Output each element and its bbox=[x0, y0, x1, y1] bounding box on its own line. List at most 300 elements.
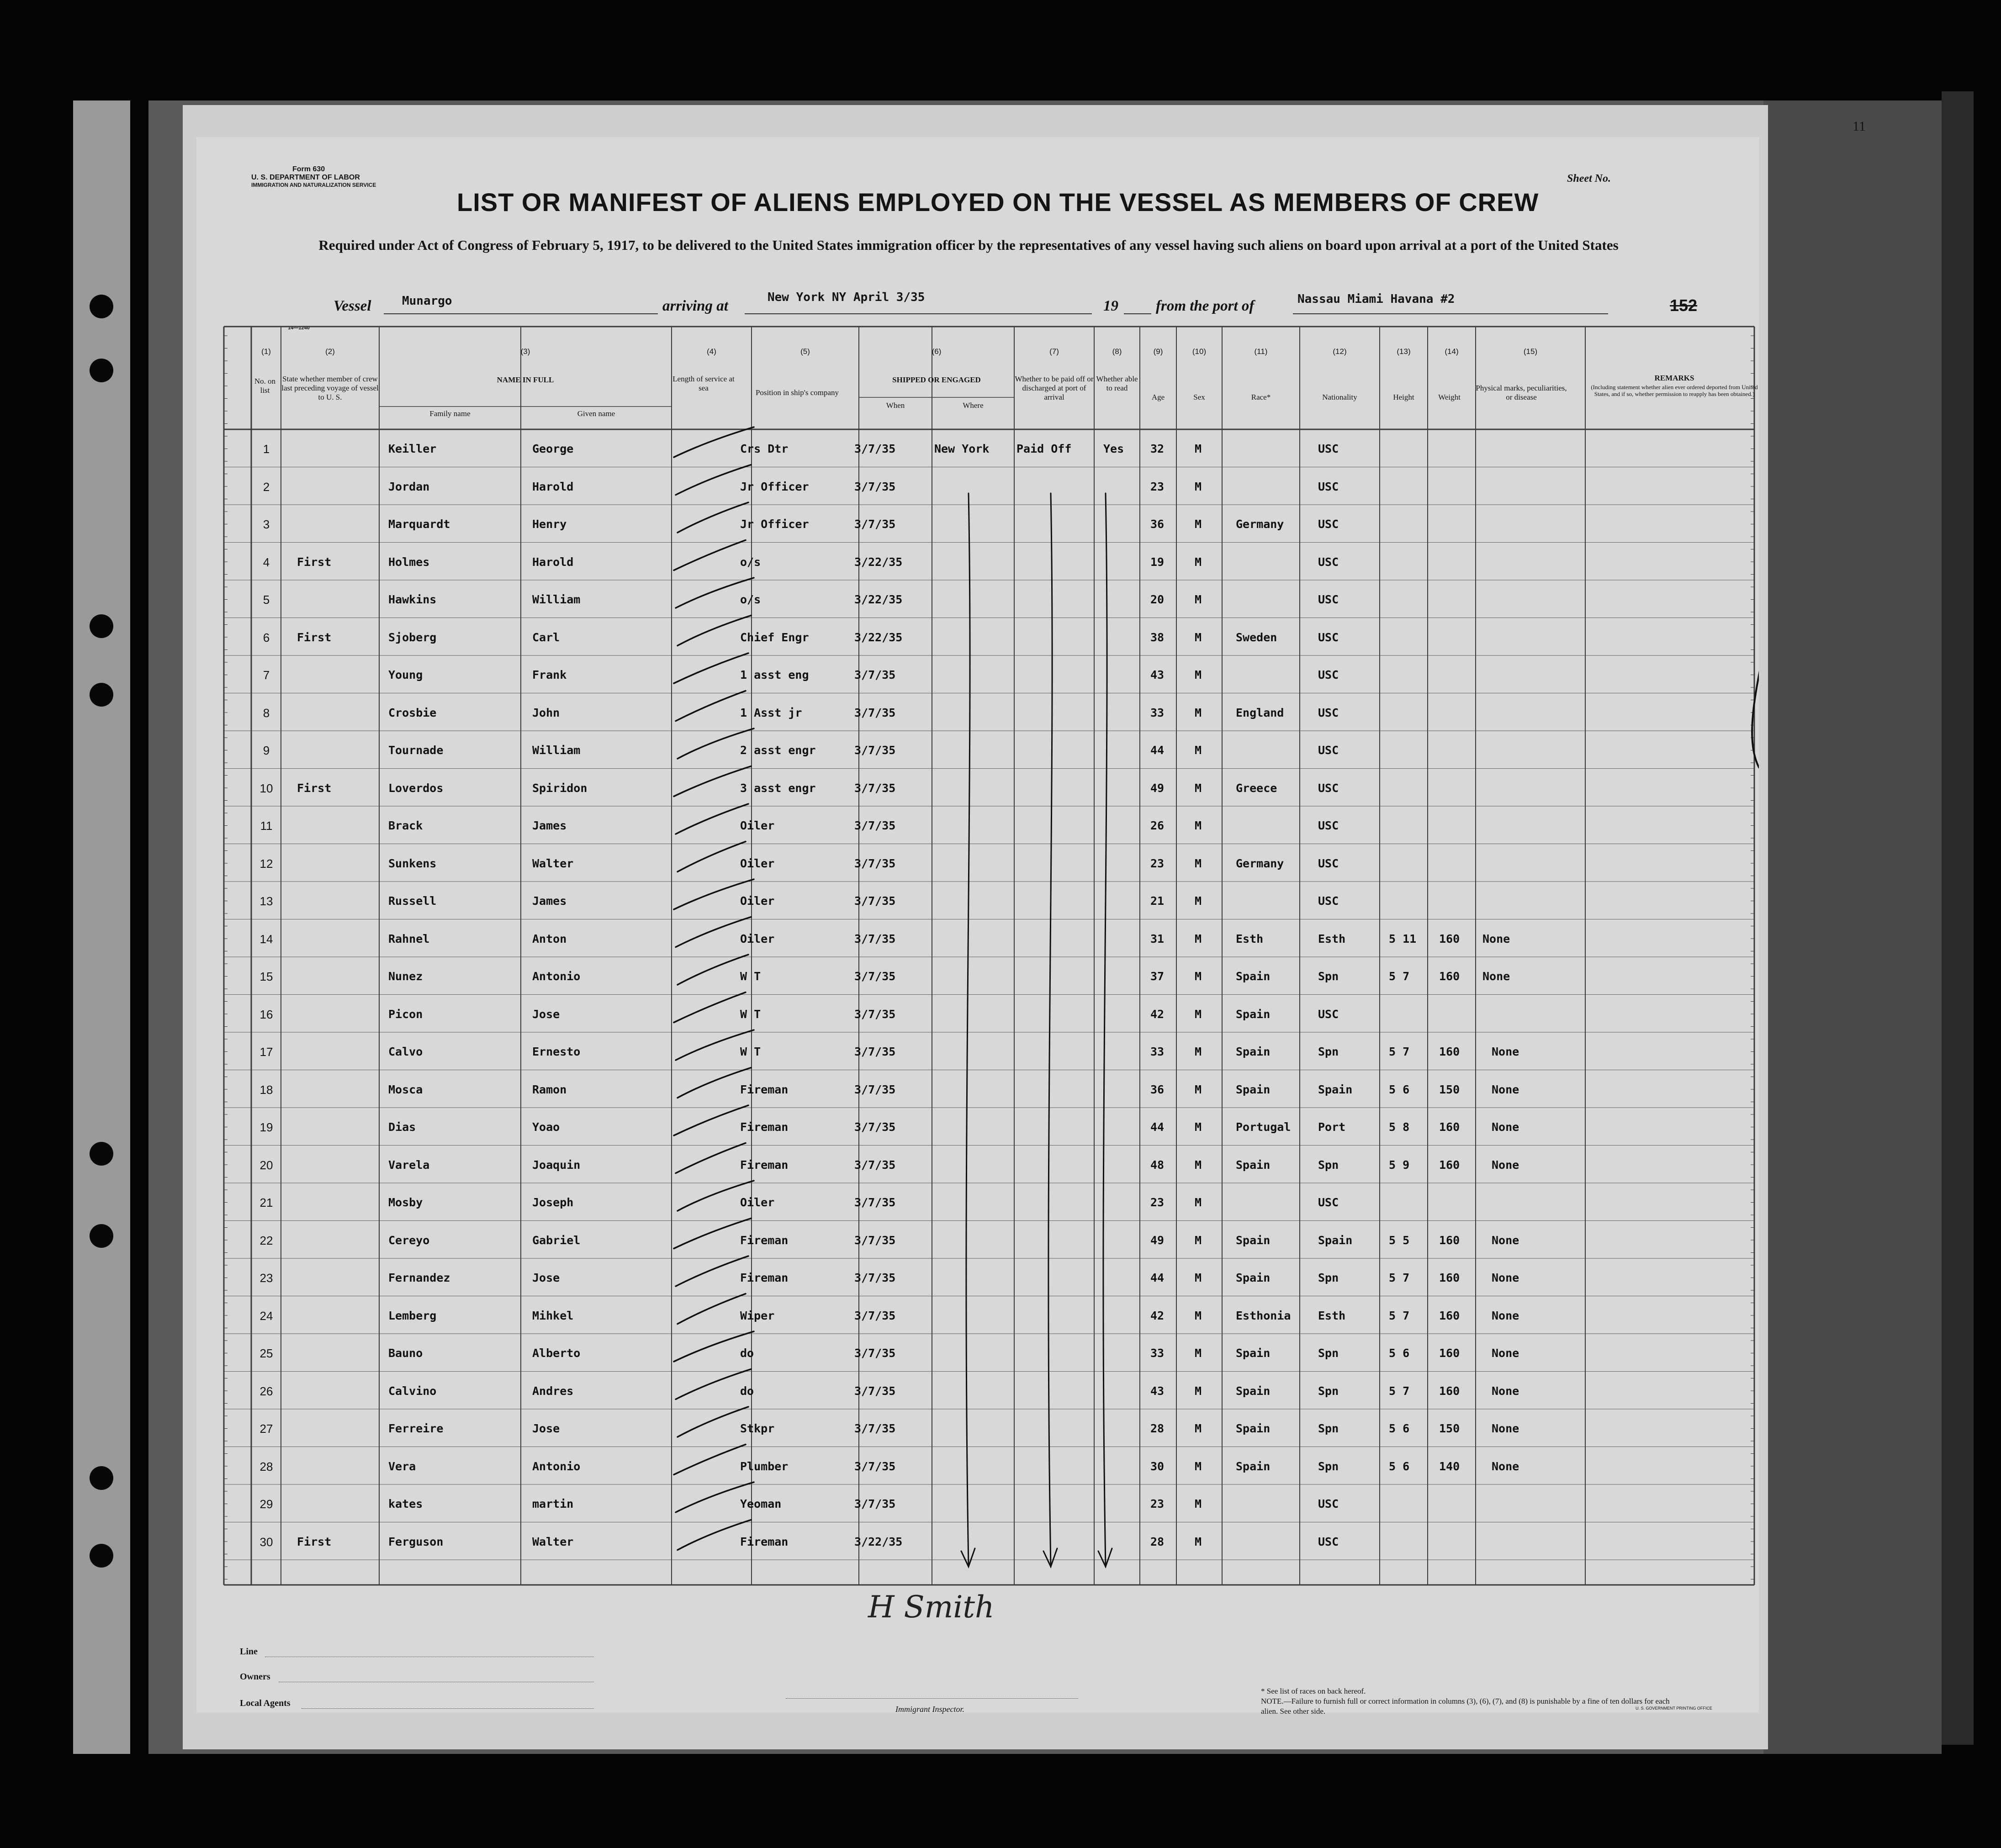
row-number: 22 bbox=[259, 1233, 273, 1247]
nationality-cell: USC bbox=[1318, 593, 1339, 606]
race-cell: Spain bbox=[1236, 1082, 1270, 1096]
age-cell: 36 bbox=[1150, 517, 1165, 531]
position-cell: Fireman bbox=[740, 1158, 789, 1172]
weight-cell: 160 bbox=[1439, 1271, 1460, 1284]
shipped-when-cell: 3/7/35 bbox=[854, 1045, 896, 1058]
sex-cell: M bbox=[1195, 1082, 1202, 1096]
family-name-cell: Tournade bbox=[388, 744, 444, 757]
state-cell: First bbox=[297, 630, 332, 644]
physical-marks-cell: None bbox=[1492, 1384, 1519, 1398]
paid-off-ditto-arrow bbox=[1048, 493, 1052, 1567]
shipped-when-cell: 3/7/35 bbox=[854, 781, 896, 795]
age-cell: 26 bbox=[1150, 819, 1165, 832]
family-name-cell: Sunkens bbox=[388, 856, 437, 870]
sex-cell: M bbox=[1195, 1007, 1202, 1021]
column-number-14: (14) bbox=[1445, 347, 1459, 356]
form-code: 14—1240 bbox=[288, 325, 310, 331]
nationality-cell: USC bbox=[1318, 856, 1339, 870]
family-name-cell: Ferguson bbox=[388, 1535, 444, 1548]
length-of-service-tick bbox=[676, 1256, 748, 1286]
physical-marks-cell: None bbox=[1492, 1158, 1519, 1172]
age-cell: 42 bbox=[1150, 1309, 1165, 1322]
race-cell: Germany bbox=[1236, 517, 1284, 531]
family-name-cell: Hawkins bbox=[388, 593, 437, 606]
column-number-6: (6) bbox=[932, 347, 942, 356]
sex-cell: M bbox=[1195, 894, 1202, 908]
page-stamp: 152 bbox=[1670, 296, 1698, 315]
binder-hole bbox=[90, 1466, 113, 1490]
sheet-number-label: Sheet No. bbox=[1567, 173, 1611, 185]
row-number: 25 bbox=[259, 1346, 273, 1360]
binder-hole bbox=[90, 1544, 113, 1568]
shipped-where-cell: New York bbox=[934, 442, 990, 455]
race-cell: Sweden bbox=[1236, 630, 1277, 644]
line-label: Line bbox=[240, 1647, 258, 1657]
age-cell: 49 bbox=[1150, 1233, 1165, 1247]
given-name-cell: Joaquin bbox=[532, 1158, 581, 1172]
length-of-service-tick bbox=[674, 1445, 746, 1475]
form-number: Form 630 bbox=[292, 165, 325, 173]
nationality-cell: Spn bbox=[1318, 1158, 1339, 1172]
binder-hole bbox=[90, 683, 113, 707]
position-cell: do bbox=[740, 1346, 754, 1360]
sex-cell: M bbox=[1195, 1309, 1202, 1322]
length-of-service-tick bbox=[678, 502, 748, 533]
column-number-7: (7) bbox=[1049, 347, 1059, 356]
margin-pen-mark bbox=[1752, 585, 1759, 776]
race-cell: England bbox=[1236, 706, 1284, 719]
binding-strip-right bbox=[1763, 100, 1942, 1754]
state-cell: First bbox=[297, 555, 332, 569]
age-cell: 44 bbox=[1150, 1120, 1165, 1134]
column-number-9: (9) bbox=[1153, 347, 1163, 356]
sex-cell: M bbox=[1195, 781, 1202, 795]
weight-cell: 160 bbox=[1439, 970, 1460, 983]
shipped-when-cell: 3/7/35 bbox=[854, 706, 896, 719]
sex-cell: M bbox=[1195, 1497, 1202, 1510]
race-cell: Spain bbox=[1236, 1459, 1270, 1473]
length-of-service-tick bbox=[678, 955, 748, 985]
age-cell: 42 bbox=[1150, 1007, 1165, 1021]
shipped-when-cell: 3/7/35 bbox=[854, 1158, 896, 1172]
position-cell: W T bbox=[740, 1007, 761, 1021]
nationality-cell: USC bbox=[1318, 442, 1339, 455]
given-name-cell: Walter bbox=[532, 856, 574, 870]
age-cell: 30 bbox=[1150, 1459, 1165, 1473]
given-name-cell: George bbox=[532, 442, 574, 455]
shipped-when-cell: 3/7/35 bbox=[854, 744, 896, 757]
sex-cell: M bbox=[1195, 1422, 1202, 1435]
column-number-11: (11) bbox=[1254, 347, 1268, 356]
height-cell: 5 6 bbox=[1389, 1422, 1410, 1435]
column-number-12: (12) bbox=[1333, 347, 1347, 356]
shipped-when-cell: 3/7/35 bbox=[854, 894, 896, 908]
races-note: * See list of races on back hereof. bbox=[1261, 1687, 1366, 1695]
row-number: 28 bbox=[259, 1459, 273, 1473]
age-cell: 20 bbox=[1150, 593, 1165, 606]
col-header-weight: Weight bbox=[1438, 393, 1461, 401]
position-cell: W T bbox=[740, 1045, 761, 1058]
binder-hole bbox=[90, 359, 113, 382]
sex-cell: M bbox=[1195, 480, 1202, 493]
given-name-cell: Ernesto bbox=[532, 1045, 581, 1058]
position-cell: Fireman bbox=[740, 1120, 789, 1134]
family-name-cell: kates bbox=[388, 1497, 423, 1510]
sex-cell: M bbox=[1195, 593, 1202, 606]
weight-cell: 150 bbox=[1439, 1422, 1460, 1435]
shipped-when-cell: 3/7/35 bbox=[854, 970, 896, 983]
owners-label: Owners bbox=[240, 1672, 270, 1682]
position-cell: 2 asst engr bbox=[740, 744, 816, 757]
nationality-cell: Spain bbox=[1318, 1233, 1353, 1247]
row-number: 14 bbox=[259, 932, 273, 946]
given-name-cell: Spiridon bbox=[532, 781, 588, 795]
position-cell: Fireman bbox=[740, 1233, 789, 1247]
row-number: 18 bbox=[259, 1082, 273, 1097]
length-of-service-tick bbox=[674, 1105, 748, 1135]
family-name-cell: Jordan bbox=[388, 480, 430, 493]
given-name-cell: Yoao bbox=[532, 1120, 560, 1134]
position-cell: Wiper bbox=[740, 1309, 775, 1322]
length-of-service-tick bbox=[674, 540, 746, 570]
col-header-race: Race* bbox=[1251, 393, 1271, 401]
given-name-cell: William bbox=[532, 744, 581, 757]
family-name-cell: Rahnel bbox=[388, 932, 430, 945]
shipped-when-cell: 3/7/35 bbox=[854, 1233, 896, 1247]
row-number: 15 bbox=[259, 970, 273, 983]
binder-hole bbox=[90, 295, 113, 318]
row-number: 13 bbox=[259, 894, 273, 908]
height-cell: 5 7 bbox=[1389, 1045, 1410, 1058]
row-number: 30 bbox=[259, 1535, 273, 1549]
sex-cell: M bbox=[1195, 630, 1202, 644]
crew-manifest-form bbox=[196, 119, 1866, 1716]
age-cell: 44 bbox=[1150, 1271, 1165, 1284]
shipped-when-cell: 3/7/35 bbox=[854, 1007, 896, 1021]
sex-cell: M bbox=[1195, 970, 1202, 983]
sex-cell: M bbox=[1195, 1233, 1202, 1247]
position-cell: Fireman bbox=[740, 1271, 789, 1284]
length-of-service-tick bbox=[674, 766, 751, 797]
vessel-name: Munargo bbox=[402, 294, 452, 308]
row-number: 11 bbox=[260, 819, 273, 833]
inspector-label: Immigrant Inspector. bbox=[895, 1705, 964, 1714]
race-cell: Spain bbox=[1236, 1271, 1270, 1284]
col-header-physical: Physical marks, peculiarities, or disease bbox=[1476, 384, 1567, 401]
height-cell: 5 11 bbox=[1389, 932, 1417, 945]
given-name-cell: John bbox=[532, 706, 560, 719]
given-name-cell: Jose bbox=[532, 1422, 560, 1435]
col-header-remarks-note: (Including statement whether alien ever ordered deported from United States, and if so, whether permission to reapply has been obtained.) bbox=[1591, 384, 1758, 397]
agents-field bbox=[302, 1708, 594, 1709]
paid-off-cell: Paid Off bbox=[1016, 442, 1072, 455]
row-number: 23 bbox=[259, 1271, 273, 1285]
form-department: U. S. DEPARTMENT OF LABOR bbox=[251, 174, 360, 181]
manifest-subtitle: Required under Act of Congress of February 5, 1917, to be delivered to the United States immigration officer by the representatives of any vessel having such aliens on board upon arrival at a port of the United States bbox=[318, 237, 1619, 253]
arriving-label: arriving at bbox=[662, 298, 728, 314]
nationality-cell: USC bbox=[1318, 668, 1339, 681]
given-name-cell: Antonio bbox=[532, 1459, 581, 1473]
binder-hole bbox=[90, 614, 113, 638]
nationality-cell: Port bbox=[1318, 1120, 1346, 1134]
family-name-cell: Mosca bbox=[388, 1082, 423, 1096]
nationality-cell: USC bbox=[1318, 819, 1339, 832]
given-name-cell: Gabriel bbox=[532, 1233, 581, 1247]
race-cell: Spain bbox=[1236, 1007, 1270, 1021]
row-number: 16 bbox=[259, 1007, 273, 1021]
family-name-cell: Keiller bbox=[388, 442, 437, 455]
weight-cell: 160 bbox=[1439, 1384, 1460, 1398]
nationality-cell: Spn bbox=[1318, 1384, 1339, 1398]
agents-label: Local Agents bbox=[240, 1698, 291, 1708]
given-name-cell: Antonio bbox=[532, 970, 581, 983]
age-cell: 33 bbox=[1150, 1045, 1165, 1058]
row-number: 3 bbox=[263, 517, 270, 531]
nationality-cell: USC bbox=[1318, 480, 1339, 493]
nationality-cell: Spn bbox=[1318, 1271, 1339, 1284]
weight-cell: 160 bbox=[1439, 1346, 1460, 1360]
age-cell: 49 bbox=[1150, 781, 1165, 795]
nationality-cell: USC bbox=[1318, 1535, 1339, 1548]
shipped-when-cell: 3/22/35 bbox=[854, 555, 903, 569]
position-cell: Oiler bbox=[740, 932, 775, 945]
physical-marks-cell: None bbox=[1492, 1233, 1519, 1247]
col-header-paid: Whether to be paid off or discharged at port of arrival bbox=[1015, 375, 1094, 401]
nationality-cell: Spn bbox=[1318, 1422, 1339, 1435]
given-name-cell: Joseph bbox=[532, 1196, 574, 1209]
shipped-when-cell: 3/22/35 bbox=[854, 1535, 903, 1548]
column-number-10: (10) bbox=[1192, 347, 1207, 356]
given-name-cell: Jose bbox=[532, 1007, 560, 1021]
nationality-cell: USC bbox=[1318, 1196, 1339, 1209]
sex-cell: M bbox=[1195, 1120, 1202, 1134]
row-number: 20 bbox=[259, 1158, 273, 1172]
row-number: 19 bbox=[259, 1120, 273, 1134]
able-to-read-ditto-arrow bbox=[1103, 493, 1107, 1567]
age-cell: 48 bbox=[1150, 1158, 1165, 1172]
position-cell: Chief Engr bbox=[740, 630, 809, 644]
sex-cell: M bbox=[1195, 442, 1202, 455]
given-name-cell: Anton bbox=[532, 932, 567, 945]
position-cell: Oiler bbox=[740, 1196, 775, 1209]
able-to-read-cell: Yes bbox=[1103, 442, 1124, 455]
family-name-cell: Brack bbox=[388, 819, 423, 832]
col-header-no: No. on list bbox=[254, 377, 276, 395]
col-header-age: Age bbox=[1151, 393, 1165, 401]
row-number: 9 bbox=[263, 744, 270, 757]
race-cell: Spain bbox=[1236, 1045, 1270, 1058]
weight-cell: 150 bbox=[1439, 1082, 1460, 1096]
length-of-service-tick bbox=[676, 1143, 746, 1173]
row-number: 5 bbox=[263, 593, 270, 607]
race-cell: Germany bbox=[1236, 856, 1284, 870]
col-header-family: Family name bbox=[429, 409, 471, 418]
column-number-4: (4) bbox=[707, 347, 716, 356]
sex-cell: M bbox=[1195, 1535, 1202, 1548]
family-name-cell: Picon bbox=[388, 1007, 423, 1021]
length-of-service-tick bbox=[676, 804, 748, 834]
nationality-cell: USC bbox=[1318, 706, 1339, 719]
weight-cell: 160 bbox=[1439, 1120, 1460, 1134]
row-number: 27 bbox=[259, 1422, 273, 1436]
family-name-cell: Young bbox=[388, 668, 423, 681]
shipped-when-cell: 3/22/35 bbox=[854, 593, 903, 606]
sex-cell: M bbox=[1195, 1196, 1202, 1209]
family-name-cell: Mosby bbox=[388, 1196, 423, 1209]
col-header-where: Where bbox=[963, 401, 984, 410]
nationality-cell: USC bbox=[1318, 517, 1339, 531]
column-number-13: (13) bbox=[1397, 347, 1411, 356]
length-of-service-tick bbox=[678, 1407, 748, 1437]
sex-cell: M bbox=[1195, 1271, 1202, 1284]
col-header-given: Given name bbox=[577, 409, 615, 418]
position-cell: 3 asst engr bbox=[740, 781, 816, 795]
nationality-cell: Spn bbox=[1318, 1459, 1339, 1473]
physical-marks-cell: None bbox=[1492, 1082, 1519, 1096]
nationality-cell: Spn bbox=[1318, 1045, 1339, 1058]
sex-cell: M bbox=[1195, 555, 1202, 569]
age-cell: 19 bbox=[1150, 555, 1165, 569]
manifest-title: LIST OR MANIFEST OF ALIENS EMPLOYED ON THE VESSEL AS MEMBERS OF CREW bbox=[457, 188, 1539, 216]
nationality-cell: USC bbox=[1318, 781, 1339, 795]
family-name-cell: Russell bbox=[388, 894, 437, 908]
binding-edge-right bbox=[1942, 91, 1974, 1745]
from-port-label: from the port of bbox=[1156, 298, 1255, 314]
col-header-shipped: SHIPPED OR ENGAGED bbox=[892, 375, 981, 384]
given-name-cell: Jose bbox=[532, 1271, 560, 1284]
row-number: 4 bbox=[263, 555, 270, 569]
row-number: 7 bbox=[263, 668, 270, 682]
col-header-length: Length of service at sea bbox=[672, 375, 735, 392]
family-name-cell: Nunez bbox=[388, 970, 423, 983]
sex-cell: M bbox=[1195, 1384, 1202, 1398]
height-cell: 5 8 bbox=[1389, 1120, 1410, 1134]
age-cell: 43 bbox=[1150, 1384, 1165, 1398]
sex-cell: M bbox=[1195, 1045, 1202, 1058]
position-cell: 1 asst eng bbox=[740, 668, 809, 681]
sex-cell: M bbox=[1195, 819, 1202, 832]
corner-mark: 11 bbox=[1853, 119, 1866, 134]
position-cell: Plumber bbox=[740, 1459, 789, 1473]
state-cell: First bbox=[297, 781, 332, 795]
family-name-cell: Calvo bbox=[388, 1045, 423, 1058]
row-number: 26 bbox=[259, 1384, 273, 1398]
length-of-service-tick bbox=[674, 653, 748, 683]
age-cell: 37 bbox=[1150, 970, 1165, 983]
row-number: 12 bbox=[259, 856, 273, 871]
family-name-cell: Calvino bbox=[388, 1384, 437, 1398]
given-name-cell: Frank bbox=[532, 668, 567, 681]
col-header-height: Height bbox=[1393, 393, 1414, 401]
physical-marks-cell: None bbox=[1482, 970, 1510, 983]
height-cell: 5 7 bbox=[1389, 1384, 1410, 1398]
manifest-grid bbox=[196, 137, 1759, 1713]
family-name-cell: Dias bbox=[388, 1120, 416, 1134]
weight-cell: 160 bbox=[1439, 1309, 1460, 1322]
nationality-cell: Spain bbox=[1318, 1082, 1353, 1096]
given-name-cell: Harold bbox=[532, 555, 574, 569]
age-cell: 31 bbox=[1150, 932, 1165, 945]
shipped-when-cell: 3/7/35 bbox=[854, 1459, 896, 1473]
height-cell: 5 7 bbox=[1389, 1309, 1410, 1322]
shipped-when-cell: 3/7/35 bbox=[854, 480, 896, 493]
age-cell: 28 bbox=[1150, 1422, 1165, 1435]
given-name-cell: Carl bbox=[532, 630, 560, 644]
height-cell: 5 9 bbox=[1389, 1158, 1410, 1172]
shipped-when-cell: 3/22/35 bbox=[854, 630, 903, 644]
family-name-cell: Vera bbox=[388, 1459, 416, 1473]
height-cell: 5 7 bbox=[1389, 970, 1410, 983]
shipped-when-cell: 3/7/35 bbox=[854, 517, 896, 531]
position-cell: Jr Officer bbox=[740, 517, 809, 531]
weight-cell: 160 bbox=[1439, 932, 1460, 945]
height-cell: 5 6 bbox=[1389, 1459, 1410, 1473]
family-name-cell: Crosbie bbox=[388, 706, 437, 719]
position-cell: Fireman bbox=[740, 1082, 789, 1096]
shipped-when-cell: 3/7/35 bbox=[854, 1346, 896, 1360]
physical-marks-cell: None bbox=[1492, 1422, 1519, 1435]
sex-cell: M bbox=[1195, 1158, 1202, 1172]
binder-hole bbox=[90, 1224, 113, 1248]
given-name-cell: Andres bbox=[532, 1384, 574, 1398]
physical-marks-cell: None bbox=[1492, 1271, 1519, 1284]
col-header-name: NAME IN FULL bbox=[497, 375, 554, 384]
physical-marks-cell: None bbox=[1492, 1459, 1519, 1473]
position-cell: W T bbox=[740, 970, 761, 983]
penalty-note: NOTE.—Failure to furnish full or correct information in columns (3), (6), (7), and (8) is punishable by a fine of ten dollars for each alien. See other side. bbox=[1261, 1697, 1670, 1716]
family-name-cell: Fernandez bbox=[388, 1271, 450, 1284]
row-number: 17 bbox=[259, 1045, 273, 1059]
inspector-line bbox=[786, 1698, 1078, 1699]
arriving-port: New York NY April 3/35 bbox=[768, 290, 925, 304]
shipped-when-cell: 3/7/35 bbox=[854, 932, 896, 945]
row-number: 8 bbox=[263, 706, 270, 720]
length-of-service-tick bbox=[678, 1294, 746, 1324]
shipped-when-cell: 3/7/35 bbox=[854, 1497, 896, 1510]
length-of-service-tick bbox=[674, 993, 746, 1023]
position-cell: 1 Asst jr bbox=[740, 706, 802, 719]
shipped-when-cell: 3/7/35 bbox=[854, 856, 896, 870]
height-cell: 5 6 bbox=[1389, 1082, 1410, 1096]
age-cell: 23 bbox=[1150, 480, 1165, 493]
shipped-when-cell: 3/7/35 bbox=[854, 819, 896, 832]
weight-cell: 140 bbox=[1439, 1459, 1460, 1473]
age-cell: 44 bbox=[1150, 744, 1165, 757]
nationality-cell: Spn bbox=[1318, 970, 1339, 983]
given-name-cell: William bbox=[532, 593, 581, 606]
physical-marks-cell: None bbox=[1492, 1309, 1519, 1322]
given-name-cell: James bbox=[532, 819, 567, 832]
sex-cell: M bbox=[1195, 517, 1202, 531]
race-cell: Spain bbox=[1236, 1158, 1270, 1172]
shipped-when-cell: 3/7/35 bbox=[854, 1120, 896, 1134]
row-number: 1 bbox=[263, 442, 270, 456]
age-cell: 23 bbox=[1150, 1196, 1165, 1209]
race-cell: Greece bbox=[1236, 781, 1277, 795]
position-cell: Crs Dtr bbox=[740, 442, 789, 455]
age-cell: 23 bbox=[1150, 856, 1165, 870]
nationality-cell: USC bbox=[1318, 555, 1339, 569]
vessel-label: Vessel bbox=[334, 298, 371, 314]
nationality-cell: USC bbox=[1318, 1497, 1339, 1510]
nationality-cell: USC bbox=[1318, 1007, 1339, 1021]
from-port: Nassau Miami Havana #2 bbox=[1297, 292, 1455, 306]
family-name-cell: Varela bbox=[388, 1158, 430, 1172]
family-name-cell: Marquardt bbox=[388, 517, 450, 531]
position-cell: Yeoman bbox=[740, 1497, 782, 1510]
col-header-state: State whether member of crew last preceding voyage of vessel to U. S. bbox=[281, 375, 379, 401]
shipped-when-cell: 3/7/35 bbox=[854, 1309, 896, 1322]
